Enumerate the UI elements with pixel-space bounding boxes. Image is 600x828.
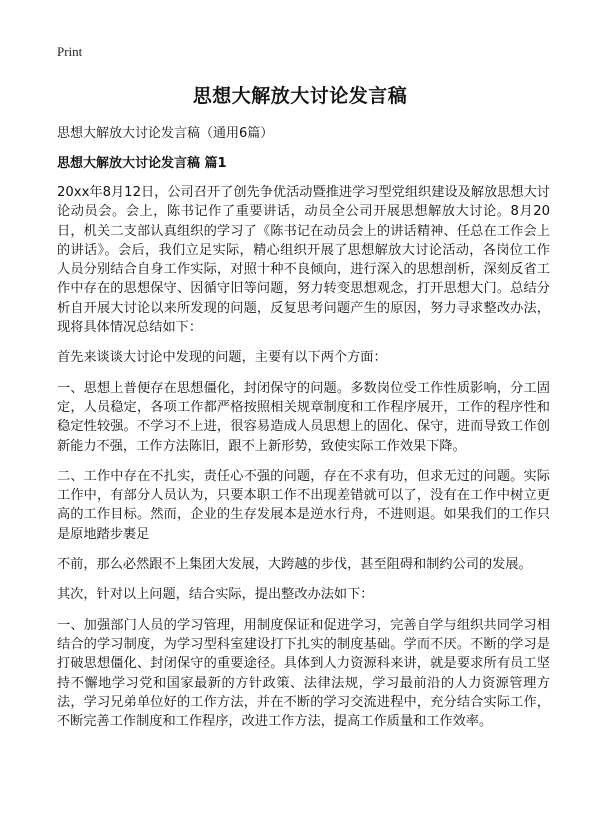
print-label: Print [57,44,83,59]
document-subtitle: 思想大解放大讨论发言稿（通用6篇） [57,126,274,141]
paragraph: 20xx年8月12日，公司召开了创先争优活动暨推进学习型党组织建设及解放思想大讨论动员会。会上，陈书记作了重要讲话，动员全公司开展思想解放大讨论。8月20日，机关二支部认真组织的学习了《陈书记在动员会上的讲话精神、任总在工作会上的讲话》。会后，我们立足实际，精心组织开展了思想解放大讨论活动，各岗位工作人员分别结合自身工作实际，对照十种不良倾向，进行深入的思想剖析，深刻反省工作中存在的思想保守、因循守旧等问题，努力转变思想观念，打开思想大门。总结分析自开展大讨论以来所发现的问题，反复思考问题产生的原因，努力寻求整改办法，现将具体情况总结如下： [57,185,550,336]
document-title: 思想大解放大讨论发言稿 [192,85,408,107]
paragraph: 一、思想上普便存在思想僵化，封闭保守的问题。多数岗位受工作性质影响，分工固定，人员稳定，各项工作都严格按照相关规章制度和工作程序展开，工作的程序性和稳定性较强。不学习不上进，很容易造成人员思想上的固化、保守，进而导致工作创新能力不强，工作方法陈旧，跟不上新形势，致使实际工作效果下降。 [57,380,550,454]
paragraph: 首先来谈谈大讨论中发现的问题，主要有以下两个方面： [57,350,387,366]
paragraph: 其次，针对以上问题，结合实际，提出整改办法如下： [57,587,374,603]
paragraph: 二、工作中存在不扎实，责任心不强的问题，存在不求有功，但求无过的问题。实际工作中，有部分人员认为，只要本职工作不出现差错就可以了，没有在工作中树立更高的工作目标。然而，企业的生存发展本是逆水行舟，不进则退。如果我们的工作只是原地踏步裹足 [57,468,550,542]
section-heading: 思想大解放大讨论发言稿 篇1 [57,156,227,171]
document-body [57,183,550,742]
paragraph: 一、加强部门人员的学习管理，用制度保证和促进学习，完善自学与组织共同学习相结合的学习制度，为学习型科室建设打下扎实的制度基础。学而不厌。不断的学习是打破思想僵化、封闭保守的重要途径。具体到人力资源科来讲，就是要求所有员工坚持不懈地学习党和国家最新的方针政策、法律法规，学习最前沿的人力资源管理方法，学习兄弟单位好的工作方法，并在不断的学习交流进程中，充分结合实际工作，不断完善工作制度和工作程序，改进工作方法，提高工作质量和工作效率。 [57,617,550,730]
paragraph: 不前，那么必然跟不上集团大发展，大跨越的步伐，甚至阻碍和制约公司的发展。 [57,557,532,573]
